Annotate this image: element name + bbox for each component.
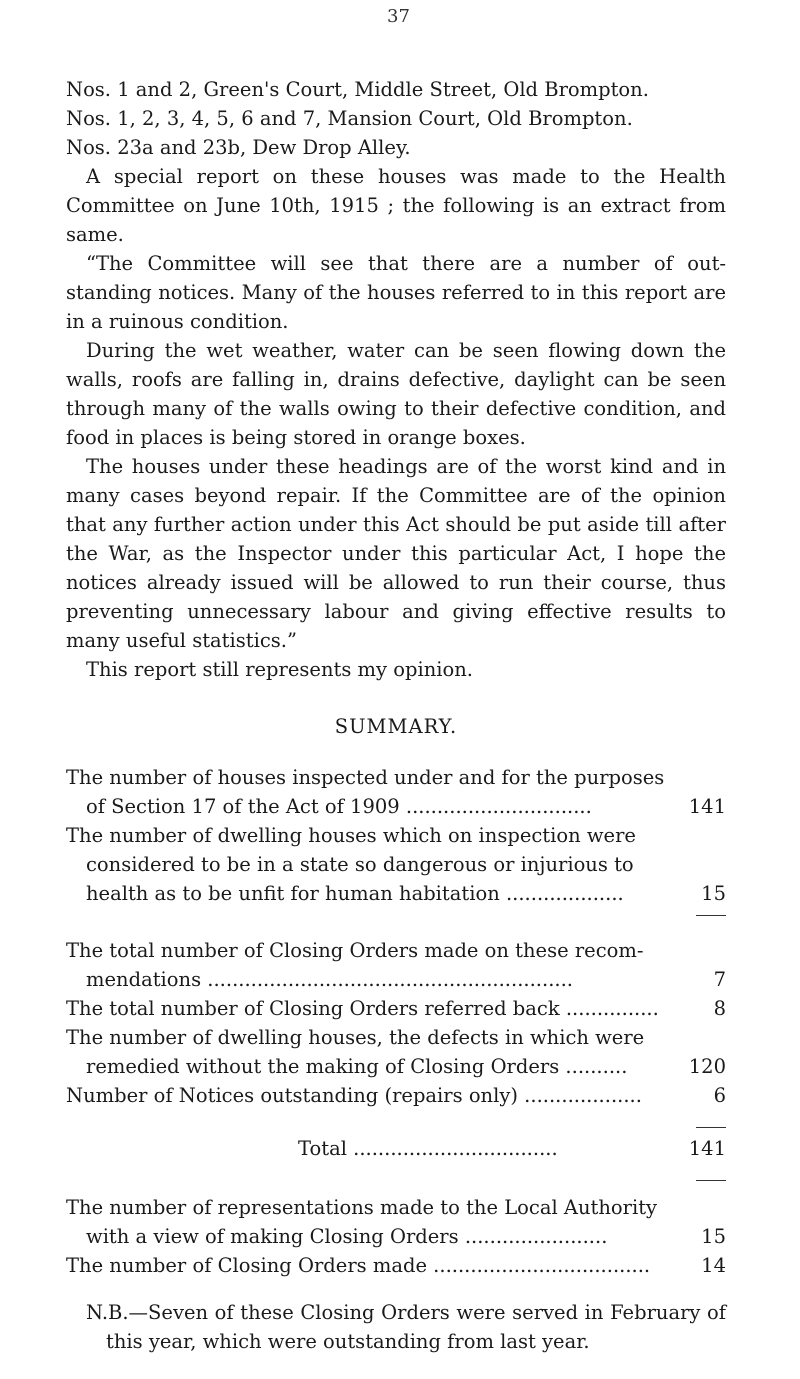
summary-row-value: 15 [701,1225,726,1248]
summary-row-label: The number of dwelling houses which on inspection were considered to be in a state so dangerous or injurious to health as to be unfit for human habitation ................... [66,824,636,905]
summary-row-value: 6 [713,1084,726,1107]
total-label: Total ................................. [298,1137,558,1160]
summary-row-value: 120 [688,1055,726,1078]
total-value: 141 [688,1137,726,1160]
summary-row-label: The number of representations made to the Local Authority with a view of making Closing Orders ....................... [66,1196,658,1248]
page-number: 37 [387,6,410,27]
total-row [66,1134,726,1163]
summary-row [66,1081,726,1110]
summary-row [66,936,726,994]
divider [66,908,726,922]
summary-row-label: The number of dwelling houses, the defects in which were remedied without the making of Closing Orders .......... [66,1026,645,1078]
document-body [66,75,726,1356]
summary-row-label: The total number of Closing Orders referred back ............... [66,997,659,1020]
note: N.B.—Seven of these Closing Orders were served in February of this year, which were outstanding from last year. [86,1301,726,1353]
summary-row-value: 14 [701,1254,726,1277]
paragraph: “The Committee will see that there are a number of out-standing notices. Many of the houses referred to in this report are in a ruinous condition. [66,252,726,333]
address-line: Nos. 1, 2, 3, 4, 5, 6 and 7, Mansion Court, Old Brompton. [66,107,633,130]
summary-row-label: The number of houses inspected under and for the purposes of Section 17 of the Act of 1909 .............................. [66,766,665,818]
summary-row-label: The total number of Closing Orders made on these recom-mendations ........................................................... [66,939,644,991]
summary-row-value: 15 [701,882,726,905]
paragraph: During the wet weather, water can be seen flowing down the walls, roofs are falling in, drains defective, daylight can be seen through many of the walls owing to their defective condition, and food in places is being stored in orange boxes. [66,339,726,449]
paragraph: This report still represents my opinion. [86,658,474,681]
paragraph: The houses under these headings are of the worst kind and in many cases beyond repair. If the Committee are of the opinion that any further action under this Act should be put aside till after the War, as the Inspector under this particular Act, I hope the notices already issued will be allowed to run their course, thus preventing unnecessary labour and giving effective results to many useful statistics.” [66,455,726,652]
summary-row-label: Number of Notices outstanding (repairs only) ................... [66,1084,642,1107]
summary-row [66,1023,726,1081]
summary-row-value: 141 [688,795,726,818]
summary-row-label: The number of Closing Orders made ................................... [66,1254,651,1277]
address-line: Nos. 1 and 2, Green's Court, Middle Street, Old Brompton. [66,78,649,101]
paragraph: A special report on these houses was made to the Health Committee on June 10th, 1915 ; the following is an extract from same. [66,165,726,246]
summary-row [66,763,726,821]
summary-row-value: 8 [713,997,726,1020]
summary-row [66,1193,726,1251]
divider [66,1173,726,1187]
summary-row [66,821,726,908]
summary-row [66,994,726,1023]
summary-heading: SUMMARY. [334,715,458,738]
divider [66,1120,726,1134]
summary-row-value: 7 [713,968,726,991]
address-line: Nos. 23a and 23b, Dew Drop Alley. [66,136,411,159]
summary-row [66,1251,726,1280]
